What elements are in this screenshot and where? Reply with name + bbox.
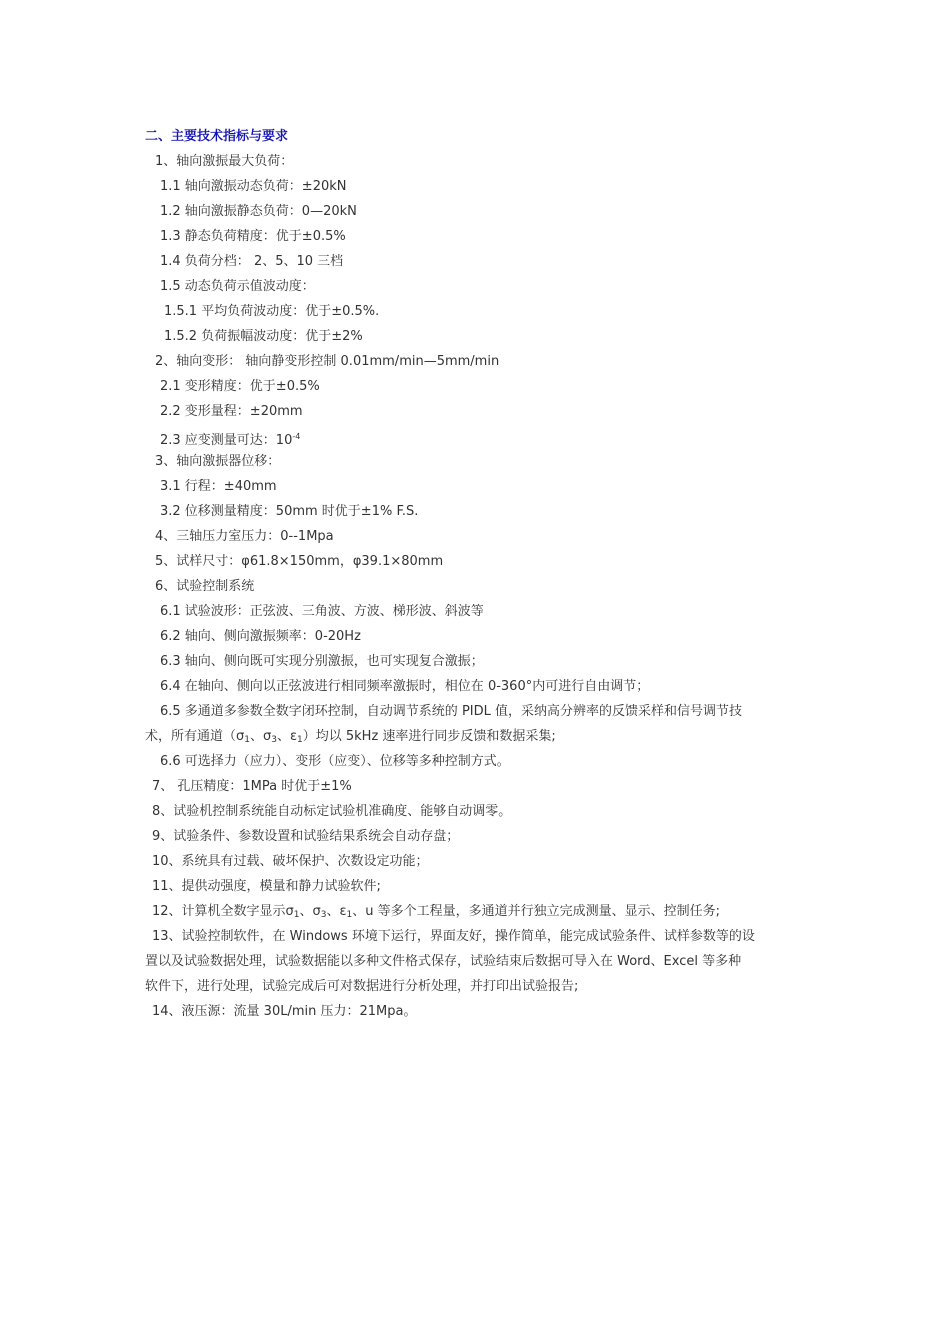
spec-line: 1.1 轴向激振动态负荷：±20kN (160, 179, 347, 194)
spec-line: 3.1 行程：±40mm (160, 479, 277, 494)
separator: 、ε (326, 904, 347, 919)
spec-line: 1.2 轴向激振静态负荷：0—20kN (160, 204, 357, 219)
spec-line: 6.6 可选择力（应力）、变形（应变）、位移等多种控制方式。 (160, 754, 510, 769)
spec-line: 置以及试验数据处理，试验数据能以多种文件格式保存，试验结束后数据可导入在 Word、Excel 等多种 (145, 954, 742, 969)
spec-line: 8、试验机控制系统能自动标定试验机准确度、能够自动调零。 (152, 804, 512, 819)
spec-line: 1、轴向激振最大负荷： (155, 154, 294, 169)
spec-line: 3.2 位移测量精度：50mm 时优于±1% F.S. (160, 504, 419, 519)
subscript: 3 (271, 735, 277, 745)
spec-line: 13、试验控制软件，在 Windows 环境下运行，界面友好，操作简单，能完成试验条件、试样参数等的设 (152, 929, 755, 944)
strain-exponent: -4 (292, 432, 301, 441)
spec-line: 1.5.1 平均负荷波动度：优于±0.5%. (164, 304, 380, 319)
spec-line: 1.4 负荷分档： 2、5、10 三档 (160, 254, 344, 269)
spec-line: 7、 孔压精度：1MPa 时优于±1% (152, 779, 352, 794)
spec-line: 5、试样尺寸：φ61.8×150mm，φ39.1×80mm (155, 554, 444, 569)
spec-line: 2、轴向变形： 轴向静变形控制 0.01mm/min—5mm/min (155, 354, 500, 369)
spec-line: 14、液压源：流量 30L/min 压力：21Mpa。 (152, 1004, 417, 1019)
spec-line: 4、三轴压力室压力：0--1Mpa (155, 529, 334, 544)
spec-line: 9、试验条件、参数设置和试验结果系统会自动存盘； (152, 829, 460, 844)
spec-line: 6、试验控制系统 (155, 579, 255, 594)
channels-text: 术，所有通道（σ (145, 729, 245, 744)
display-text: 12、计算机全数字显示σ (152, 904, 294, 919)
spec-line: 10、系统具有过载、破坏保护、次数设定功能； (152, 854, 429, 869)
subscript: 1 (244, 735, 250, 745)
display-tail: 、u 等多个工程量，多通道并行独立完成测量、显示、控制任务; (352, 904, 721, 919)
spec-line-channels (145, 727, 556, 750)
separator: 、σ (299, 904, 321, 919)
spec-line: 1.5.2 负荷振幅波动度：优于±2% (164, 329, 363, 344)
subscript: 1 (346, 910, 353, 920)
subscript: 1 (297, 735, 303, 745)
spec-line: 软件下，进行处理，试验完成后可对数据进行分析处理，并打印出试验报告; (145, 979, 579, 994)
spec-line: 2.1 变形精度：优于±0.5% (160, 379, 320, 394)
spec-line: 6.3 轴向、侧向既可实现分别激振，也可实现复合激振； (160, 654, 484, 669)
spec-line: 3、轴向激振器位移： (155, 454, 281, 469)
spec-line: 6.1 试验波形：正弦波、三角波、方波、梯形波、斜波等 (160, 604, 484, 619)
spec-line: 6.5 多通道多参数全数字闭环控制，自动调节系统的 PIDL 值，采纳高分辨率的反馈采样和信号调节技 (160, 704, 742, 719)
spec-line: 6.4 在轴向、侧向以正弦波进行相同频率激振时，相位在 0-360°内可进行自由调节； (160, 679, 650, 694)
spec-line: 1.3 静态负荷精度：优于±0.5% (160, 229, 346, 244)
spec-line: 6.2 轴向、侧向激振频率：0-20Hz (160, 629, 361, 644)
spec-line: 2.2 变形量程：±20mm (160, 404, 303, 419)
spec-line: 1.5 动态负荷示值波动度： (160, 279, 315, 294)
spec-line-display (152, 902, 720, 925)
subscript: 3 (320, 910, 327, 920)
separator: 、σ (249, 729, 272, 744)
separator: 、ε (276, 729, 297, 744)
strain-text: 2.3 应变测量可达：10 (160, 433, 293, 448)
section-heading: 二、主要技术指标与要求 (145, 129, 289, 144)
subscript: 1 (293, 910, 300, 920)
spec-line-strain (160, 427, 300, 451)
spec-line: 11、提供动强度，模量和静力试验软件; (152, 879, 381, 894)
channels-tail: ）均以 5kHz 速率进行同步反馈和数据采集; (302, 729, 556, 744)
